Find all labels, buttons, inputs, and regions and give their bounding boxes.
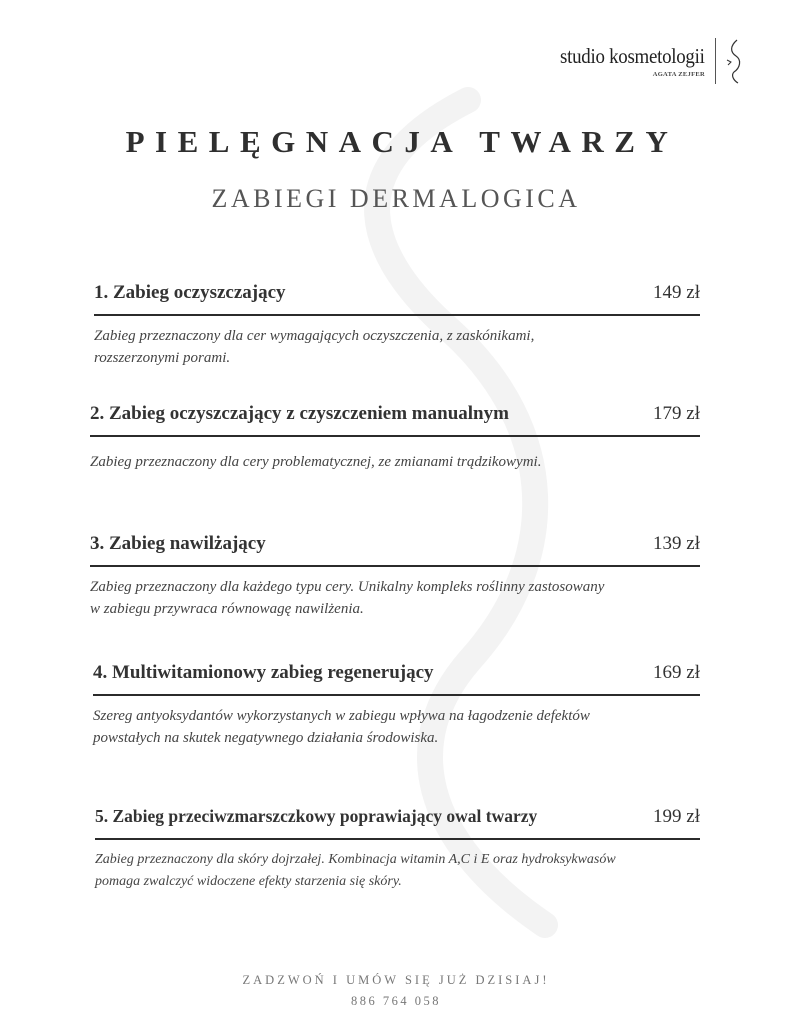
- brand-logo-text: [544, 45, 705, 78]
- page-title: PIELĘGNACJA TWARZY: [125, 124, 679, 159]
- treatment-header: [90, 403, 700, 437]
- treatment-item: [95, 806, 700, 893]
- treatment-header: [94, 282, 700, 316]
- brand-logo: [544, 38, 744, 84]
- treatment-item: [90, 403, 700, 473]
- treatment-header: [90, 533, 700, 567]
- treatment-description: Zabieg przeznaczony dla cer wymagających oczyszczenia, z zaskónikami, rozszerzonymi porami.: [94, 328, 535, 366]
- treatment-price: 149 zł: [653, 282, 700, 303]
- treatment-title: 4. Multiwitamionowy zabieg regenerujący: [93, 662, 434, 683]
- treatment-description: Zabieg przeznaczony dla każdego typu cery. Unikalny kompleks roślinny zastosowany w zabiegu przywraca równowagę nawilżenia.: [90, 579, 605, 617]
- treatment-price: 139 zł: [653, 533, 700, 554]
- treatment-header: [95, 806, 700, 840]
- treatment-price: 199 zł: [653, 806, 700, 827]
- footer-phone-number[interactable]: 886 764 058: [351, 994, 441, 1008]
- watermark-curve: [377, 100, 545, 925]
- treatment-title: 5. Zabieg przeciwzmarszczkowy poprawiający owal twarzy: [95, 806, 538, 826]
- footer-call-to-action: ZADZWOŃ I UMÓW SIĘ JUŻ DZISIAJ!: [242, 973, 550, 987]
- face-profile-icon: [724, 38, 744, 84]
- treatment-item: [90, 533, 700, 620]
- treatment-description: Zabieg przeznaczony dla cery problematycznej, ze zmianami trądzikowymi.: [90, 454, 542, 470]
- treatment-description: Szereg antyoksydantów wykorzystanych w zabiegu wpływa na łagodzenie defektów powstałych na skutek negatywnego działania środowiska.: [93, 708, 590, 746]
- treatment-price: 169 zł: [653, 662, 700, 683]
- brand-name: studio kosmetologii: [560, 43, 705, 68]
- treatment-title: 2. Zabieg oczyszczający z czyszczeniem manualnym: [90, 403, 509, 424]
- treatment-title: 1. Zabieg oczyszczający: [94, 282, 286, 303]
- treatment-title: 3. Zabieg nawilżający: [90, 533, 266, 554]
- brand-owner: AGATA ZEJFER: [652, 70, 705, 78]
- treatment-item: [94, 282, 700, 369]
- page-subtitle: ZABIEGI DERMALOGICA: [211, 184, 581, 213]
- treatment-item: [93, 662, 700, 749]
- treatment-description: Zabieg przeznaczony dla skóry dojrzałej. Kombinacja witamin A,C i E oraz hydroksykwasów pomaga zwalczyć widoczene efekty starzenia się skóry.: [95, 852, 616, 889]
- treatment-header: [93, 662, 700, 696]
- treatment-price: 179 zł: [653, 403, 700, 424]
- logo-divider: [715, 38, 716, 84]
